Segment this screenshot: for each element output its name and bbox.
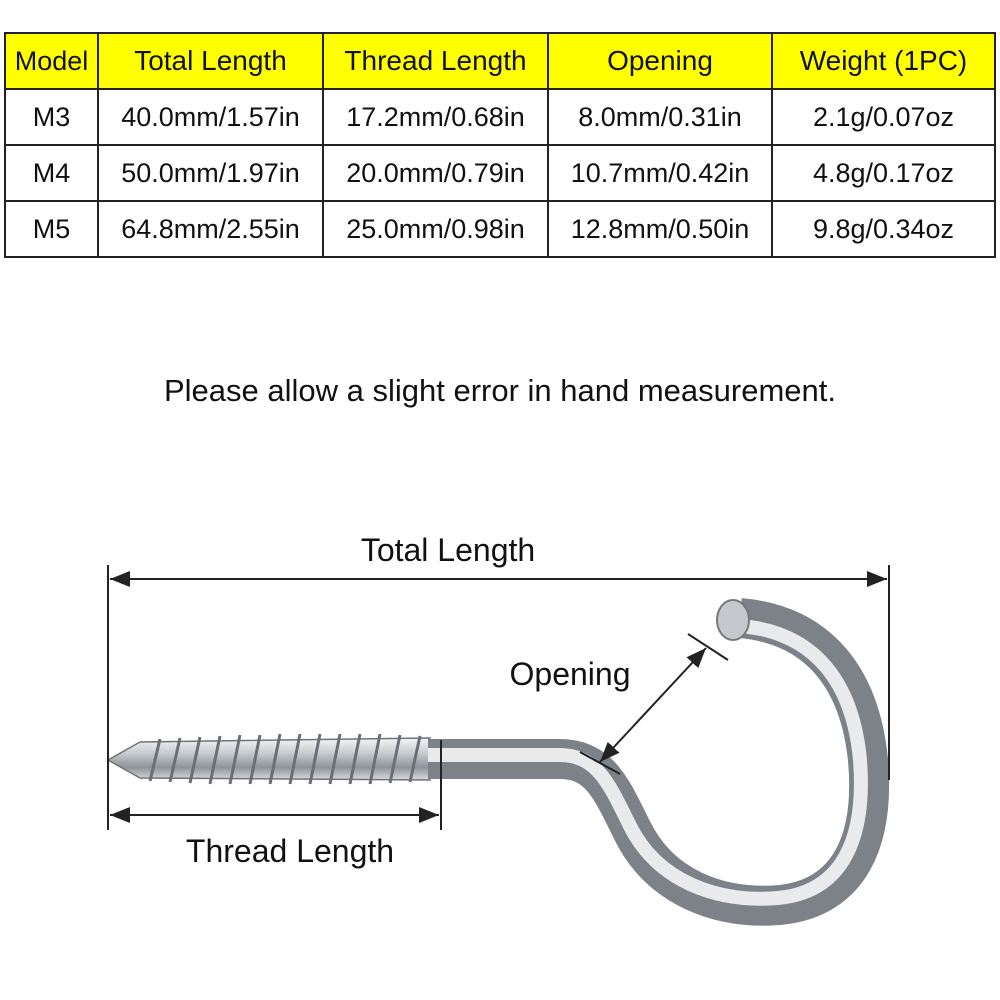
cell-opening: 8.0mm/0.31in xyxy=(548,89,772,145)
opening-label: Opening xyxy=(509,656,631,692)
total-length-dimension xyxy=(108,532,889,830)
cell-weight: 2.1g/0.07oz xyxy=(772,89,995,145)
cell-weight: 9.8g/0.34oz xyxy=(772,201,995,257)
cell-thread-length: 20.0mm/0.79in xyxy=(323,145,548,201)
cell-model: M4 xyxy=(5,145,98,201)
cell-total-length: 64.8mm/2.55in xyxy=(98,201,323,257)
header-weight: Weight (1PC) xyxy=(772,33,995,89)
hook-tip xyxy=(717,600,749,640)
header-model: Model xyxy=(5,33,98,89)
thread-length-label: Thread Length xyxy=(185,833,395,869)
cell-thread-length: 17.2mm/0.68in xyxy=(323,89,548,145)
header-opening: Opening xyxy=(548,33,772,89)
cell-model: M3 xyxy=(5,89,98,145)
header-thread-length: Thread Length xyxy=(323,33,548,89)
cell-model: M5 xyxy=(5,201,98,257)
cell-opening: 10.7mm/0.42in xyxy=(548,145,772,201)
cell-total-length: 40.0mm/1.57in xyxy=(98,89,323,145)
opening-tick-top xyxy=(688,634,728,660)
cell-thread-length: 25.0mm/0.98in xyxy=(323,201,548,257)
total-length-label: Total Length xyxy=(360,532,536,568)
cell-weight: 4.8g/0.17oz xyxy=(772,145,995,201)
cell-opening: 12.8mm/0.50in xyxy=(548,201,772,257)
cell-total-length: 50.0mm/1.97in xyxy=(98,145,323,201)
measurement-note: Please allow a slight error in hand measurement. xyxy=(163,373,836,408)
header-total-length: Total Length xyxy=(98,33,323,89)
